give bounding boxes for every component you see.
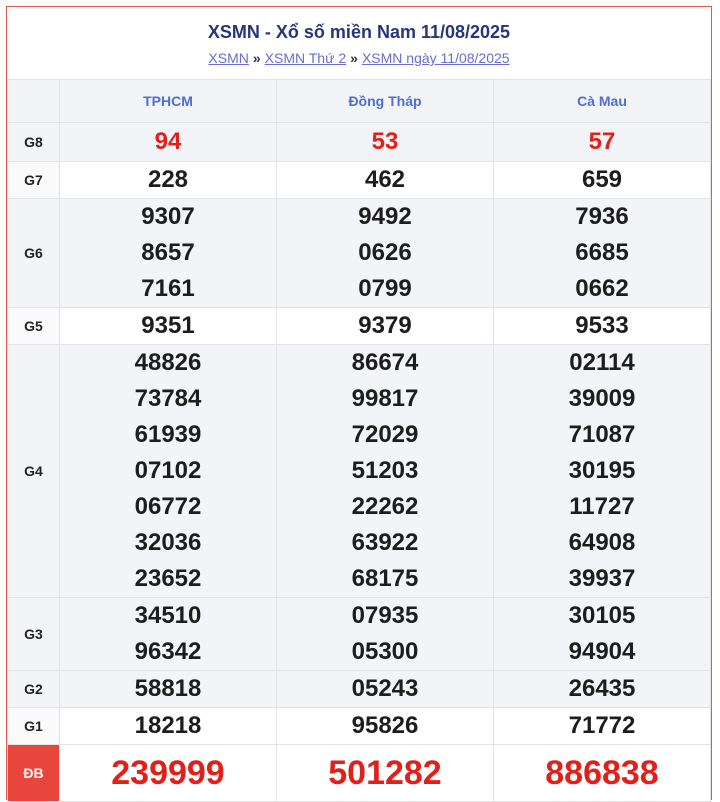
result-cell xyxy=(494,199,711,308)
result-number: 9492 xyxy=(358,203,412,230)
result-number: 11727 xyxy=(569,493,635,520)
result-number: 7161 xyxy=(141,275,195,302)
result-cell xyxy=(277,308,494,345)
result-number: 94 xyxy=(154,128,182,155)
result-number: 18218 xyxy=(134,712,202,739)
result-number: 86674 xyxy=(351,349,419,376)
result-cell xyxy=(60,598,277,671)
result-number: 886838 xyxy=(545,754,659,792)
result-number: 34510 xyxy=(134,602,202,629)
result-number: 22262 xyxy=(351,493,419,520)
prize-row-special xyxy=(8,745,711,802)
result-number: 53 xyxy=(371,128,399,155)
result-cell xyxy=(277,598,494,671)
result-number: 8657 xyxy=(141,239,195,266)
result-number: 71087 xyxy=(568,421,636,448)
result-cell xyxy=(494,598,711,671)
result-cell xyxy=(60,162,277,199)
result-cell xyxy=(60,123,277,162)
result-number: 239999 xyxy=(111,754,225,792)
result-number: 26435 xyxy=(568,675,636,702)
result-number: 462 xyxy=(364,166,406,193)
prize-row-g4 xyxy=(8,345,711,598)
result-number: 61939 xyxy=(134,421,202,448)
result-number: 501282 xyxy=(328,754,442,792)
results-table xyxy=(7,79,711,802)
result-cell xyxy=(494,345,711,598)
result-number: 39937 xyxy=(568,565,636,592)
result-number: 05243 xyxy=(351,675,419,702)
breadcrumb-separator: » xyxy=(252,50,261,66)
result-number: 9533 xyxy=(575,312,629,339)
result-cell xyxy=(277,199,494,308)
result-number: 99817 xyxy=(351,385,419,412)
result-number: 07102 xyxy=(134,457,202,484)
page-title: XSMN - Xổ số miền Nam 11/08/2025 xyxy=(207,22,511,42)
prize-label: G8 xyxy=(8,123,60,162)
result-cell xyxy=(277,162,494,199)
prize-row-g7 xyxy=(8,162,711,199)
result-number: 228 xyxy=(147,166,189,193)
result-cell xyxy=(277,671,494,708)
result-cell xyxy=(494,123,711,162)
result-cell xyxy=(494,745,711,802)
prize-row-g6 xyxy=(8,199,711,308)
breadcrumb xyxy=(7,49,711,67)
result-number: 6685 xyxy=(575,239,629,266)
result-number: 02114 xyxy=(569,349,635,376)
prize-label: G5 xyxy=(8,308,60,345)
prize-label: G1 xyxy=(8,708,60,745)
results-panel xyxy=(6,6,712,800)
prize-label: ĐB xyxy=(8,745,60,802)
result-number: 64908 xyxy=(568,529,636,556)
result-number: 05300 xyxy=(351,638,419,665)
result-number: 39009 xyxy=(568,385,636,412)
province-header-tphcm[interactable]: TPHCM xyxy=(60,80,277,123)
result-cell xyxy=(277,745,494,802)
result-number: 07935 xyxy=(351,602,419,629)
result-cell xyxy=(494,708,711,745)
result-number: 51203 xyxy=(351,457,419,484)
result-cell xyxy=(60,671,277,708)
result-cell xyxy=(60,199,277,308)
result-cell xyxy=(60,308,277,345)
result-number: 9307 xyxy=(141,203,195,230)
result-number: 73784 xyxy=(134,385,202,412)
result-cell xyxy=(494,671,711,708)
prize-label: G3 xyxy=(8,598,60,671)
result-number: 94904 xyxy=(568,638,636,665)
result-cell xyxy=(60,345,277,598)
result-cell xyxy=(60,745,277,802)
result-number: 9379 xyxy=(358,312,412,339)
results-header xyxy=(7,7,711,79)
result-number: 0662 xyxy=(575,275,629,302)
result-cell xyxy=(277,708,494,745)
corner-cell xyxy=(8,80,60,123)
result-number: 30195 xyxy=(568,457,636,484)
prize-row-g2 xyxy=(8,671,711,708)
province-header-ca-mau: Cà Mau xyxy=(494,80,711,123)
result-number: 06772 xyxy=(134,493,202,520)
result-number: 9351 xyxy=(141,312,195,339)
prize-label: G6 xyxy=(8,199,60,308)
result-number: 7936 xyxy=(575,203,629,230)
result-number: 71772 xyxy=(568,712,636,739)
breadcrumb-xsmn-monday-link[interactable]: XSMN Thứ 2 xyxy=(264,50,347,66)
prize-label: G4 xyxy=(8,345,60,598)
province-header-dong-thap[interactable]: Đồng Tháp xyxy=(277,80,494,123)
result-cell xyxy=(277,345,494,598)
prize-label: G2 xyxy=(8,671,60,708)
result-number: 0626 xyxy=(358,239,412,266)
prize-label: G7 xyxy=(8,162,60,199)
prize-row-g1 xyxy=(8,708,711,745)
result-number: 57 xyxy=(588,128,616,155)
breadcrumb-xsmn-link[interactable]: XSMN xyxy=(208,50,249,66)
result-number: 63922 xyxy=(351,529,419,556)
result-number: 72029 xyxy=(351,421,419,448)
result-number: 68175 xyxy=(351,565,419,592)
breadcrumb-xsmn-date-link[interactable]: XSMN ngày 11/08/2025 xyxy=(361,50,510,66)
result-number: 96342 xyxy=(134,638,202,665)
result-number: 30105 xyxy=(568,602,636,629)
result-number: 95826 xyxy=(351,712,419,739)
result-number: 0799 xyxy=(358,275,412,302)
result-number: 659 xyxy=(581,166,623,193)
prize-row-g8 xyxy=(8,123,711,162)
result-number: 32036 xyxy=(134,529,202,556)
prize-row-g3 xyxy=(8,598,711,671)
result-cell xyxy=(494,162,711,199)
prize-row-g5 xyxy=(8,308,711,345)
breadcrumb-separator: » xyxy=(350,50,358,66)
result-cell xyxy=(277,123,494,162)
result-number: 23652 xyxy=(134,565,202,592)
result-cell xyxy=(60,708,277,745)
result-number: 48826 xyxy=(134,349,202,376)
result-number: 58818 xyxy=(134,675,202,702)
result-cell xyxy=(494,308,711,345)
